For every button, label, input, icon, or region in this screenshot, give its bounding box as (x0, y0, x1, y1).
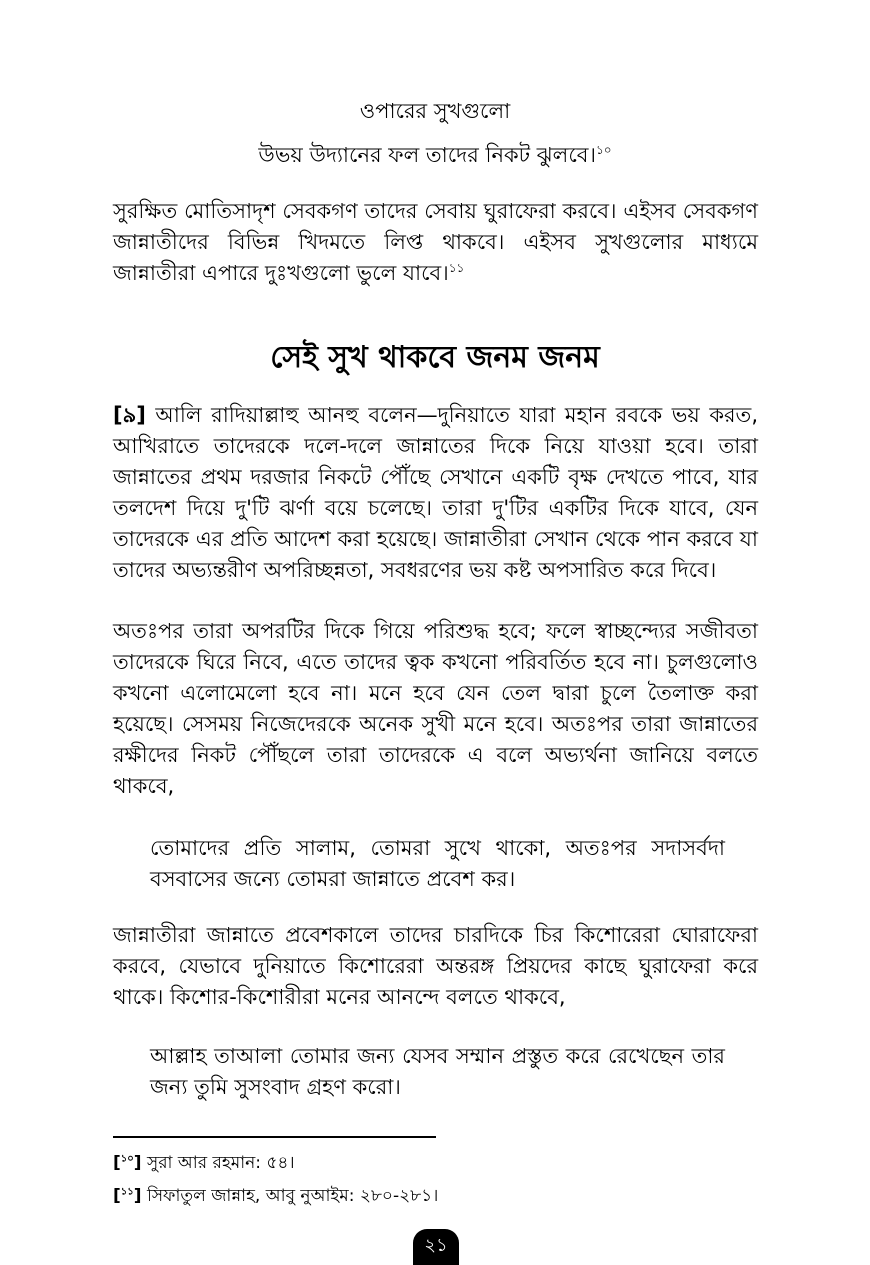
footnote-11-text: সিফাতুল জান্নাহ, আবু নুআইম: ২৮০-২৮১। (141, 1186, 439, 1206)
poem-line-2 (0, 140, 870, 170)
paragraph-1-text: সুরক্ষিত মোতিসাদৃশ সেবকগণ তাদের সেবায় ঘুরাফেরা করবে। এইসব সেবকগণ জান্নাতীদের বিভিন্ন খিদমতে লিপ্ত থাকবে। এইসব সুখগুলোর মাধ্যমে জান্নাতীরা এপারে দুঃখগুলো ভুলে যাবে। (113, 199, 759, 285)
poem-line-2-text: উভয় উদ্যানের ফল তাদের নিকট ঝুলবে। (258, 143, 596, 167)
footnote-10 (113, 1151, 295, 1175)
paragraph-4: জান্নাতীরা জান্নাতে প্রবেশকালে তাদের চারদিকে চির কিশোরেরা ঘোরাফেরা করবে, যেভাবে দুনিয়াতে কিশোরেরা অন্তরঙ্গ প্রিয়দের কাছে ঘুরাফেরা করে থাকে। কিশোর-কিশোরীরা মনের আনন্দে বলতে থাকবে, (113, 923, 758, 1009)
paragraph-2 (113, 400, 758, 586)
footnote-10-num: ১০ (120, 1153, 134, 1165)
poem-line-1 (0, 96, 870, 126)
footnote-ref-10[interactable]: ১০ (595, 143, 612, 157)
footnote-divider (113, 1136, 436, 1138)
footnote-10-text: সুরা আর রহমান: ৫৪। (141, 1153, 295, 1173)
paragraph-1 (113, 196, 758, 289)
footnote-11-marker: [$^{১১}$] (113, 1186, 142, 1206)
section-heading: সেই সুখ থাকবে জনম জনম (270, 340, 600, 375)
paragraph-3: অতঃপর তারা অপরটির দিকে গিয়ে পরিশুদ্ধ হবে; ফলে স্বাচ্ছন্দ্যের সজীবতা তাদেরকে ঘিরে নিবে, এতে তাদের ত্বক কখনো পরিবর্তিত হবে না। চুলগুলোও কখনো এলোমেলো হবে না। মনে হবে যেন তেল দ্বারা চুলে তৈলাক্ত করা হয়েছে। সেসময় নিজেদেরকে অনেক সুখী মনে হবে। অতঃপর তারা জান্নাতের রক্ষীদের নিকট পৌঁছলে তারা তাদেরকে এ বলে অভ্যর্থনা জানিয়ে বলতে থাকবে, (113, 619, 758, 798)
footnote-11 (113, 1184, 438, 1208)
page-number: ২১ (413, 1229, 459, 1265)
footnote-11-num: ১১ (120, 1186, 134, 1198)
quote-1: তোমাদের প্রতি সালাম, তোমরা সুখে থাকো, অতঃপর সদাসর্বদা বসবাসের জন্যে তোমরা জান্নাতে প্রবেশ কর। (150, 836, 725, 891)
footnote-10-marker: [$^{১০}$] (113, 1153, 142, 1173)
quote-2: আল্লাহ তাআলা তোমার জন্য যেসব সম্মান প্রস্তুত করে রেখেছেন তার জন্য তুমি সুসংবাদ গ্রহণ করো। (150, 1044, 725, 1099)
footnote-ref-11[interactable]: ১১ (448, 261, 465, 275)
paragraph-2-text: আলি রাদিয়াল্লাহু আনহু বলেন—দুনিয়াতে যারা মহান রবকে ভয় করত, আখিরাতে তাদেরকে দলে-দলে জান্নাতের দিকে নিয়ে যাওয়া হবে। তারা জান্নাতের প্রথম দরজার নিকটে পৌঁছে সেখানে একটি বৃক্ষ দেখতে পাবে, যার তলদেশ দিয়ে দু'টি ঝর্ণা বয়ে চলেছে। তারা দু'টির একটির দিকে যাবে, যেন তাদেরকে এর প্রতি আদেশ করা হয়েছে। জান্নাতীরা সেখান থেকে পান করবে যা তাদের অভ্যন্তরীণ অপরিচ্ছন্নতা, সবধরণের ভয় কষ্ট অপসারিত করে দিবে। (113, 403, 758, 582)
poem-line-1-text: ওপারের সুখগুলো (359, 99, 511, 123)
hadith-number: [৯] (113, 403, 146, 427)
